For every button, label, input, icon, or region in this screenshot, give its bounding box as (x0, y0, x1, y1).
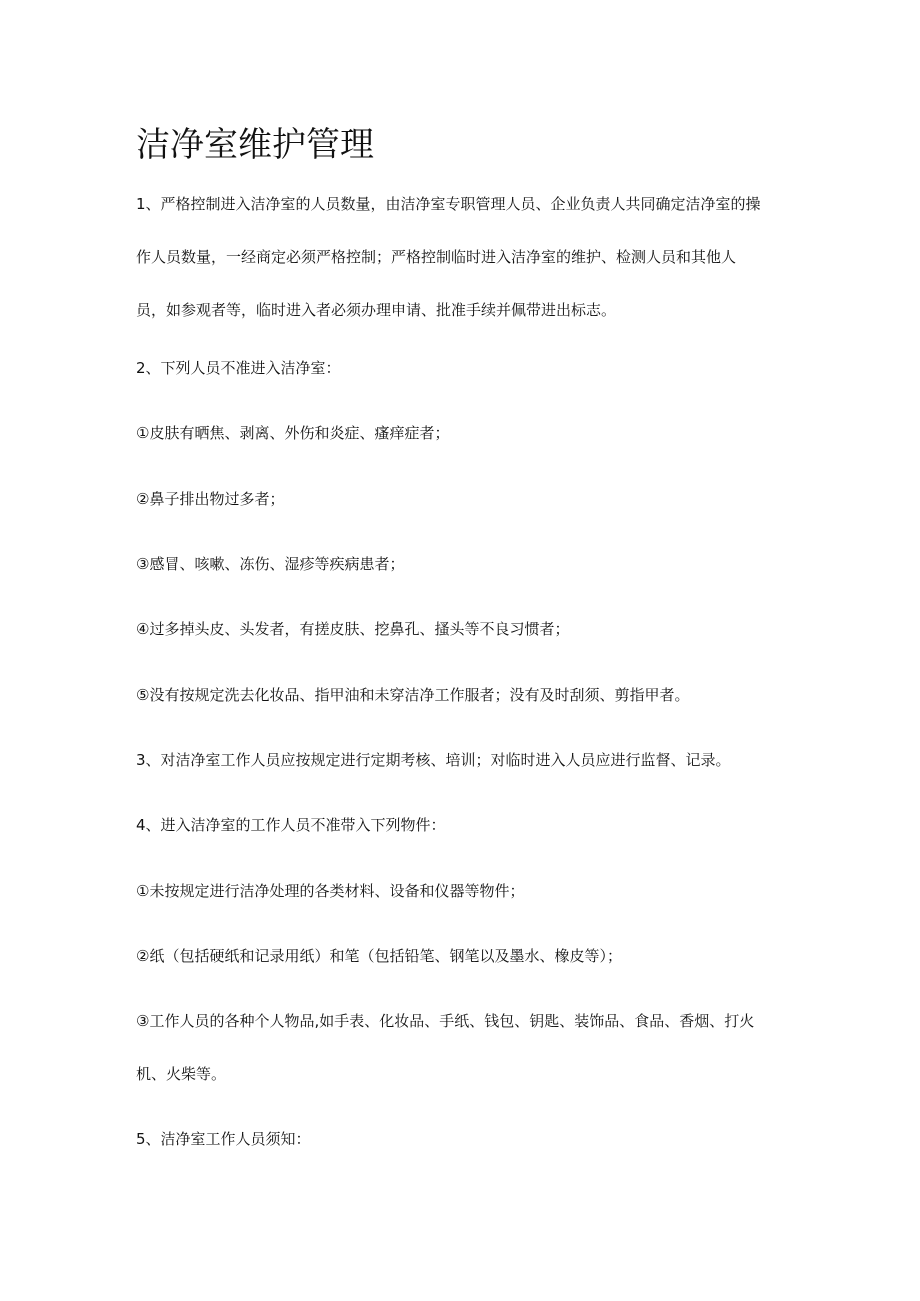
paragraph-line: 1、严格控制进入洁净室的人员数量，由洁净室专职管理人员、企业负责人共同确定洁净室的操 (136, 195, 761, 213)
list-item-2-4 (136, 615, 786, 643)
paragraph-line: ③感冒、咳嗽、冻伤、湿疹等疾病患者； (136, 555, 405, 573)
paragraph-5 (136, 1125, 786, 1153)
paragraph-line: ②纸（包括硬纸和记录用纸）和笔（包括铅笔、钢笔以及墨水、橡皮等）； (136, 947, 622, 965)
list-item-4-1 (136, 877, 786, 905)
list-item-2-2 (136, 485, 786, 513)
paragraph-line: ④过多掉头皮、头发者，有搓皮肤、挖鼻孔、搔头等不良习惯者； (136, 620, 570, 638)
paragraph-line: 3、对洁净室工作人员应按规定进行定期考核、培训；对临时进入人员应进行监督、记录。 (136, 751, 731, 769)
paragraph-line: 员，如参观者等，临时进入者必须办理申请、批准手续并佩带进出标志。 (136, 301, 617, 319)
paragraph-line: ①未按规定进行洁净处理的各类材料、设备和仪器等物件； (136, 882, 525, 900)
paragraph-line: 机、火柴等。 (136, 1065, 227, 1083)
list-item-2-5 (136, 681, 786, 709)
list-item-2-1 (136, 419, 786, 447)
paragraph-line: 4、进入洁净室的工作人员不准带入下列物件： (136, 816, 446, 834)
paragraph-line: ②鼻子排出物过多者； (136, 490, 285, 508)
paragraph-2 (136, 354, 786, 382)
paragraph-3 (136, 746, 786, 774)
document-title: 洁净室维护管理 (136, 125, 374, 165)
list-item-4-2 (136, 942, 786, 970)
paragraph-line: ③工作人员的各种个人物品,如手表、化妆品、手纸、钱包、钥匙、装饰品、食品、香烟、打火 (136, 1012, 755, 1030)
paragraph-line: 2、下列人员不准进入洁净室： (136, 359, 341, 377)
paragraph-line: 作人员数量，一经商定必须严格控制；严格控制临时进入洁净室的维护、检测人员和其他人 (136, 248, 737, 266)
paragraph-line: 5、洁净室工作人员须知： (136, 1130, 311, 1148)
list-item-2-3 (136, 550, 786, 578)
paragraph-line: ①皮肤有晒焦、剥离、外伤和炎症、瘙痒症者； (136, 424, 450, 442)
paragraph-line: ⑤没有按规定洗去化妆品、指甲油和未穿洁净工作服者；没有及时刮须、剪指甲者。 (136, 686, 690, 704)
list-item-4-3 (136, 1007, 786, 1088)
paragraph-1 (136, 190, 786, 324)
paragraph-4 (136, 811, 786, 839)
